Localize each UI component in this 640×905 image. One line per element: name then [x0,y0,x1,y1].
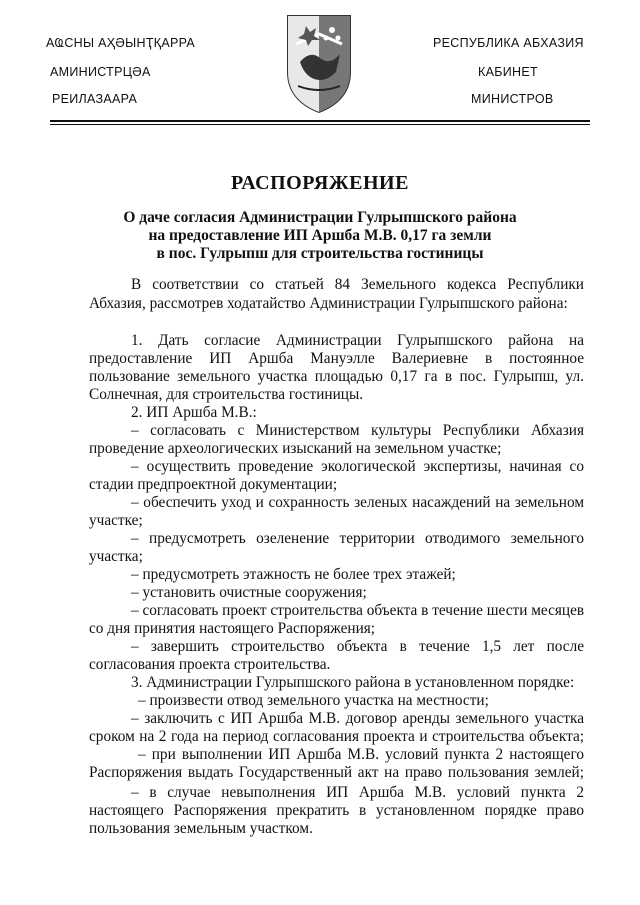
body-line-4: предоставление ИП Аршба Мануэлле Валериевне в постоянное [89,350,584,367]
header-left-line-1: АҨСНЫ АҲƏЫНҬҚАРРА [46,36,196,50]
body-line-2: Абхазия, рассмотрев ходатайство Администрации Гулрыпшского района: [89,295,568,312]
body-line-23: – произвести отвод земельного участка на местности; [138,692,489,709]
body-line-21: согласования проекта строительства. [89,656,331,673]
body-line-12: – обеспечить уход и сохранность зеленых насаждений на земельном [131,494,584,511]
header-right-line-2: КАБИНЕТ [478,65,538,79]
body-line-14: – предусмотреть озеленение территории отводимого земельного [131,530,584,547]
header-left-line-3: РЕИЛАЗААРА [52,92,138,106]
header-rule-thin [50,124,590,125]
body-line-29: настоящего Распоряжения прекратить в установленном порядке право [89,802,584,819]
body-line-24: – заключить с ИП Аршба М.В. договор аренды земельного участка [131,710,584,727]
page-title: РАСПОРЯЖЕНИЕ [231,172,409,194]
body-line-18: – согласовать проект строительства объекта в течение шести месяцев [131,602,585,619]
body-line-28: – в случае невыполнения ИП Аршба М.В. условий пункта 2 [131,784,584,801]
subject-line-2: на предоставление ИП Аршба М.В. 0,17 га земли [148,227,492,244]
body-line-5: пользование земельного участка площадью 0,17 га в пос. Гулрыпш, ул. [89,368,584,385]
body-line-25: сроком на 2 года на период согласования проекта и строительства объекта; [89,728,584,745]
header-rule-thick [50,120,590,122]
body-line-22: 3. Администрации Гулрыпшского района в установленном порядке: [131,674,575,691]
body-line-10: – осуществить проведение экологической экспертизы, начиная со [131,458,584,475]
body-line-20: – завершить строительство объекта в течение 1,5 лет после [131,638,584,655]
body-line-8: – согласовать с Министерством культуры Республики Абхазия [131,422,584,439]
abkhazia-coat-of-arms-icon [286,14,352,114]
body-line-13: участке; [89,512,143,529]
header-right-line-1: РЕСПУБЛИКА АБХАЗИЯ [433,36,584,50]
body-line-1: В соответствии со статьей 84 Земельного кодекса Республики [131,276,584,293]
body-line-17: – установить очистные сооружения; [131,584,367,601]
body-line-6: Солнечная, для строительства гостиницы. [89,386,364,403]
subject-line-3: в пос. Гулрыпш для строительства гостиницы [156,245,484,262]
body-line-9: проведение археологических изысканий на земельном участке; [89,440,502,457]
body-line-27: Распоряжения выдать Государственный акт на право пользования землей; [89,764,584,781]
body-line-30: пользования земельным участком. [89,820,313,837]
body-line-19: со дня принятия настоящего Распоряжения; [89,620,376,637]
body-line-15: участка; [89,548,143,565]
body-line-11: стадии предпроектной документации; [89,476,338,493]
body-line-3: 1. Дать согласие Администрации Гулрыпшского района на [131,332,584,349]
body-line-16: – предусмотреть этажность не более трех этажей; [131,566,456,583]
header-right-line-3: МИНИСТРОВ [471,92,554,106]
body-line-7: 2. ИП Аршба М.В.: [131,404,257,421]
body-line-26: – при выполнении ИП Аршба М.В. условий пункта 2 настоящего [138,746,584,763]
subject-line-1: О даче согласия Администрации Гулрыпшского района [123,209,517,226]
header-left-line-2: АМИНИСТРЦƏА [50,65,151,79]
